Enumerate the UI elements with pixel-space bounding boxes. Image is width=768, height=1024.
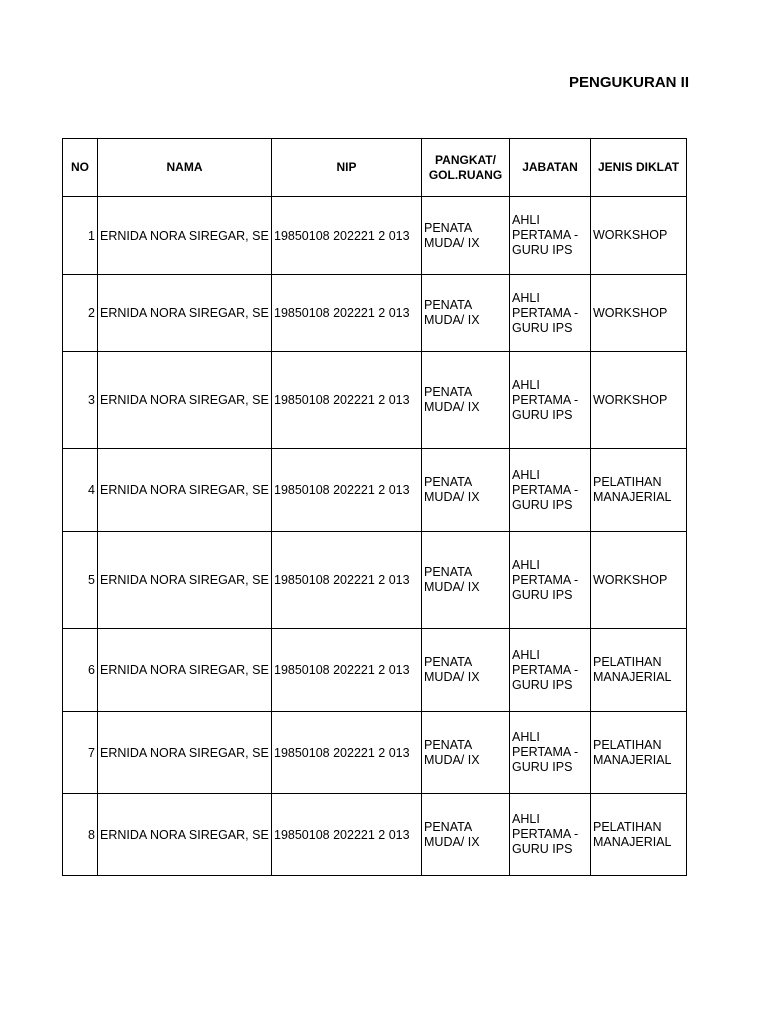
cell-jabatan: AHLI PERTAMA - GURU IPS xyxy=(510,449,591,532)
cell-pangkat: PENATA MUDA/ IX xyxy=(422,712,510,794)
cell-no: 4 xyxy=(63,449,98,532)
cell-pangkat: PENATA MUDA/ IX xyxy=(422,532,510,629)
cell-diklat: PELATIHAN MANAJERIAL xyxy=(591,712,687,794)
table-row xyxy=(63,629,687,712)
cell-nip: 19850108 202221 2 013 xyxy=(272,629,422,712)
cell-jabatan: AHLI PERTAMA - GURU IPS xyxy=(510,197,591,275)
cell-jabatan: AHLI PERTAMA - GURU IPS xyxy=(510,275,591,352)
table-row xyxy=(63,532,687,629)
cell-pangkat: PENATA MUDA/ IX xyxy=(422,197,510,275)
cell-nip: 19850108 202221 2 013 xyxy=(272,449,422,532)
cell-no: 7 xyxy=(63,712,98,794)
cell-jabatan: AHLI PERTAMA - GURU IPS xyxy=(510,532,591,629)
cell-pangkat: PENATA MUDA/ IX xyxy=(422,352,510,449)
cell-jabatan: AHLI PERTAMA - GURU IPS xyxy=(510,712,591,794)
cell-nama: ERNIDA NORA SIREGAR, SE xyxy=(98,449,272,532)
cell-nama: ERNIDA NORA SIREGAR, SE xyxy=(98,532,272,629)
cell-nama: ERNIDA NORA SIREGAR, SE xyxy=(98,629,272,712)
table-header-row xyxy=(63,139,687,197)
cell-nip: 19850108 202221 2 013 xyxy=(272,532,422,629)
cell-diklat: WORKSHOP xyxy=(591,275,687,352)
cell-pangkat: PENATA MUDA/ IX xyxy=(422,629,510,712)
header-nama: NAMA xyxy=(98,139,272,197)
cell-diklat: WORKSHOP xyxy=(591,352,687,449)
cell-nama: ERNIDA NORA SIREGAR, SE xyxy=(98,352,272,449)
cell-nip: 19850108 202221 2 013 xyxy=(272,794,422,876)
header-no: NO xyxy=(63,139,98,197)
table-row xyxy=(63,275,687,352)
cell-diklat: PELATIHAN MANAJERIAL xyxy=(591,794,687,876)
diklat-table xyxy=(62,138,687,876)
cell-nip: 19850108 202221 2 013 xyxy=(272,352,422,449)
cell-diklat: PELATIHAN MANAJERIAL xyxy=(591,449,687,532)
table-row xyxy=(63,794,687,876)
cell-nama: ERNIDA NORA SIREGAR, SE xyxy=(98,275,272,352)
cell-no: 8 xyxy=(63,794,98,876)
cell-pangkat: PENATA MUDA/ IX xyxy=(422,449,510,532)
cell-jabatan: AHLI PERTAMA - GURU IPS xyxy=(510,629,591,712)
cell-no: 1 xyxy=(63,197,98,275)
cell-nama: ERNIDA NORA SIREGAR, SE xyxy=(98,197,272,275)
header-diklat: JENIS DIKLAT xyxy=(591,139,687,197)
table-row xyxy=(63,712,687,794)
cell-nama: ERNIDA NORA SIREGAR, SE xyxy=(98,794,272,876)
table-row xyxy=(63,449,687,532)
header-jabatan: JABATAN xyxy=(510,139,591,197)
cell-pangkat: PENATA MUDA/ IX xyxy=(422,794,510,876)
cell-nama: ERNIDA NORA SIREGAR, SE xyxy=(98,712,272,794)
header-pangkat: PANGKAT/ GOL.RUANG xyxy=(422,139,510,197)
header-nip: NIP xyxy=(272,139,422,197)
cell-nip: 19850108 202221 2 013 xyxy=(272,275,422,352)
cell-no: 2 xyxy=(63,275,98,352)
cell-jabatan: AHLI PERTAMA - GURU IPS xyxy=(510,794,591,876)
cell-diklat: WORKSHOP xyxy=(591,532,687,629)
cell-jabatan: AHLI PERTAMA - GURU IPS xyxy=(510,352,591,449)
cell-no: 6 xyxy=(63,629,98,712)
table-row xyxy=(63,197,687,275)
page-title: PENGUKURAN II xyxy=(569,74,690,91)
cell-no: 5 xyxy=(63,532,98,629)
cell-pangkat: PENATA MUDA/ IX xyxy=(422,275,510,352)
cell-nip: 19850108 202221 2 013 xyxy=(272,712,422,794)
table-row xyxy=(63,352,687,449)
cell-diklat: WORKSHOP xyxy=(591,197,687,275)
cell-diklat: PELATIHAN MANAJERIAL xyxy=(591,629,687,712)
table-body xyxy=(63,197,687,876)
cell-nip: 19850108 202221 2 013 xyxy=(272,197,422,275)
cell-no: 3 xyxy=(63,352,98,449)
